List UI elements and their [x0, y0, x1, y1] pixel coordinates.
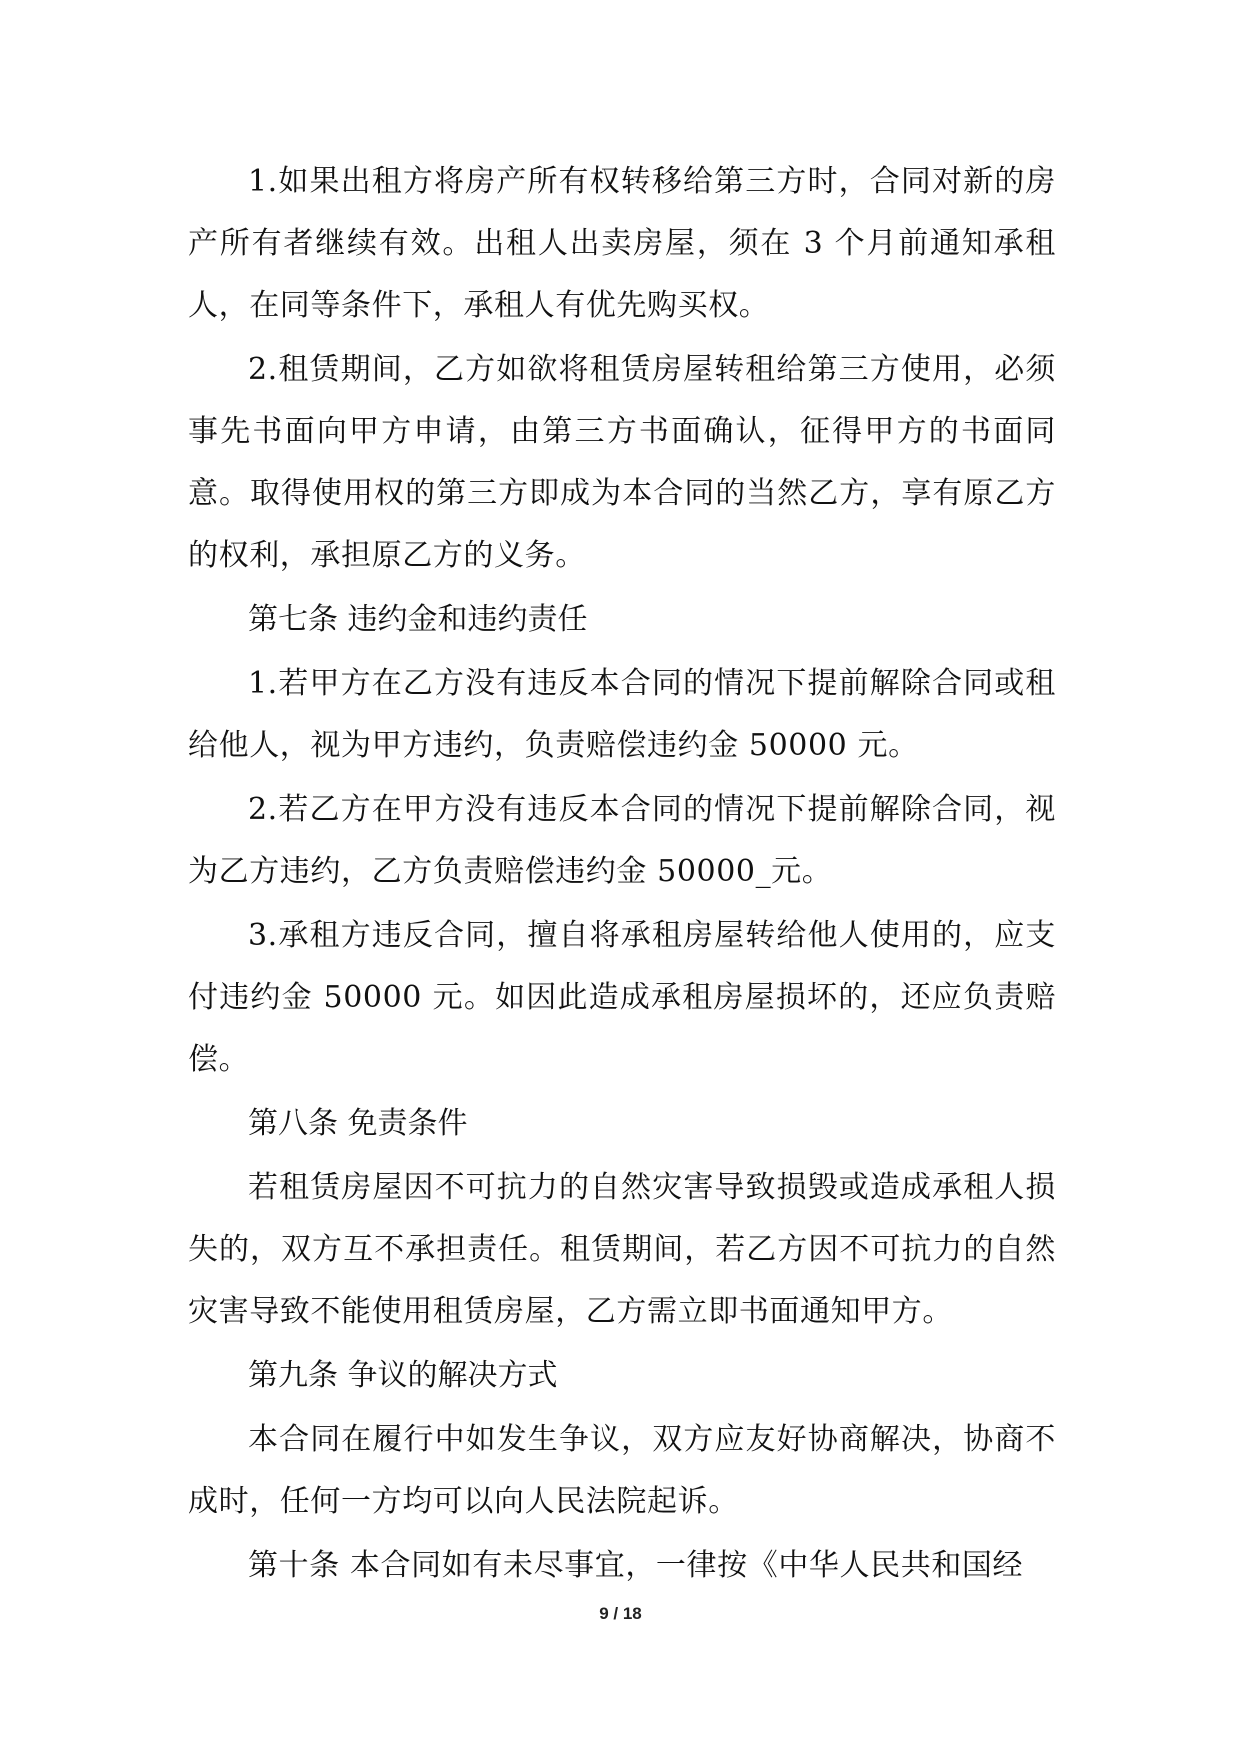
article-9-heading: 第九条 争议的解决方式: [248, 1358, 558, 1393]
paragraph-dispute-resolution: 本合同在履行中如发生争议，双方应友好协商解决，协商不成时，任何一方均可以向人民法院起诉。: [188, 1422, 1056, 1519]
paragraph-party-b-breach: 2.若乙方在甲方没有违反本合同的情况下提前解除合同，视为乙方违约，乙方负责赔偿违约金 50000_元。: [188, 792, 1056, 889]
paragraph-force-majeure: 若租赁房屋因不可抗力的自然灾害导致损毁或造成承租人损失的，双方互不承担责任。租赁期间，若乙方因不可抗力的自然灾害导致不能使用租赁房屋，乙方需立即书面通知甲方。: [188, 1170, 1056, 1329]
article-8-heading: 第八条 免责条件: [248, 1106, 468, 1141]
paragraph-sublease: 2.租赁期间，乙方如欲将租赁房屋转租给第三方使用，必须事先书面向甲方申请，由第三方书面确认，征得甲方的书面同意。取得使用权的第三方即成为本合同的当然乙方，享有原乙方的权利，承担原乙方的义务。: [188, 352, 1056, 573]
paragraph-article-10: 第十条 本合同如有未尽事宜，一律按《中华人民共和国经: [248, 1548, 1024, 1583]
article-7-heading: 第七条 违约金和违约责任: [248, 602, 588, 637]
page-number: 9 / 18: [599, 1604, 642, 1623]
paragraph-transfer-ownership: 1.如果出租方将房产所有权转移给第三方时，合同对新的房产所有者继续有效。出租人出卖房屋，须在 3 个月前通知承租人，在同等条件下，承租人有优先购买权。: [188, 164, 1056, 323]
document-body: [188, 151, 1056, 1599]
paragraph-party-a-breach: 1.若甲方在乙方没有违反本合同的情况下提前解除合同或租给他人，视为甲方违约，负责赔偿违约金 50000 元。: [188, 666, 1056, 763]
paragraph-unauthorized-transfer: 3.承租方违反合同，擅自将承租房屋转给他人使用的，应支付违约金 50000 元。如因此造成承租房屋损坏的，还应负责赔偿。: [188, 918, 1056, 1077]
